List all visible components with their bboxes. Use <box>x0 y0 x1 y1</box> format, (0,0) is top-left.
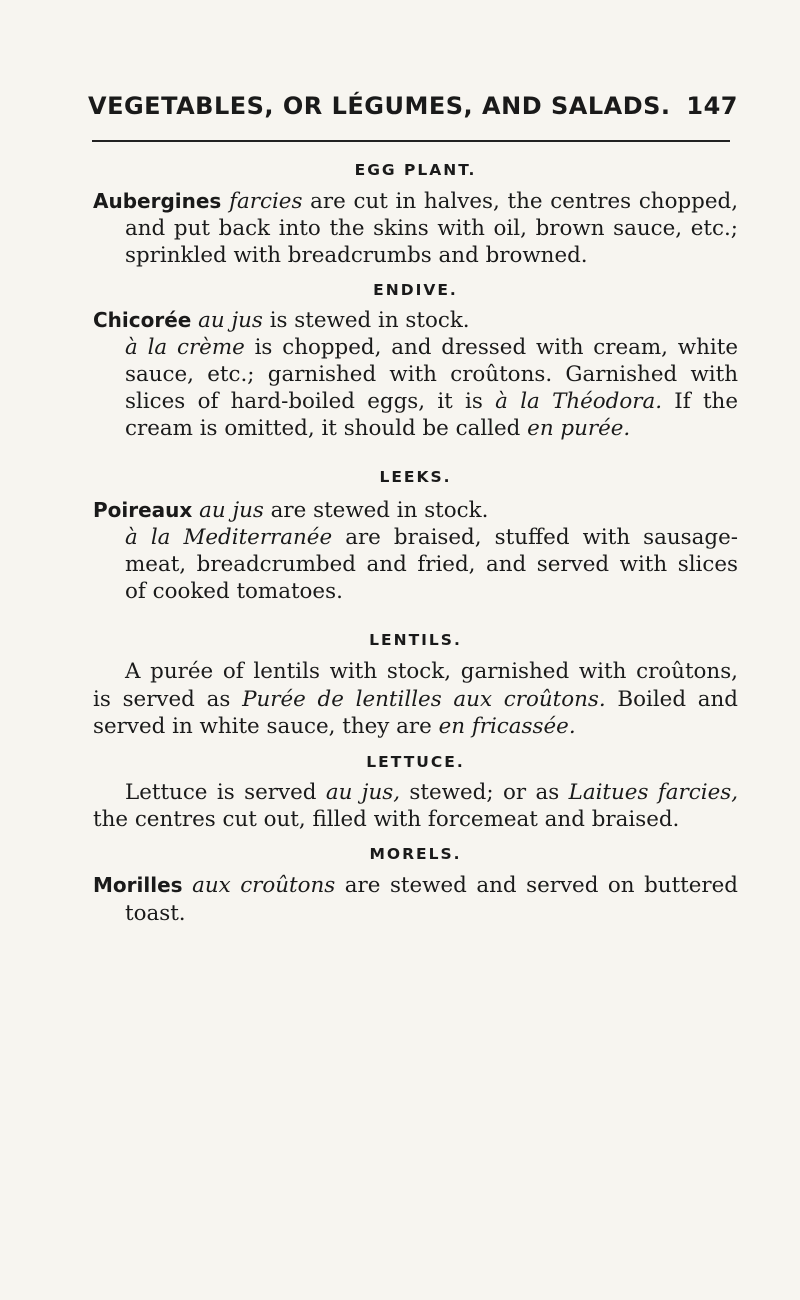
section-heading-leeks: LEEKS. <box>379 467 452 486</box>
text-cream-omitted: If the cream is omitted, it should be called <box>125 389 738 442</box>
page-number: 147 <box>686 92 738 120</box>
italic-a-la-theodora: à la Théodora. <box>495 389 663 415</box>
text-a-la-creme: is chopped, and dressed with cream, white sauce, etc.; garnished with croûtons. Garnished with slices of hard-boiled eggs, it is <box>125 334 738 415</box>
text-poireaux: are stewed in stock. <box>263 497 489 523</box>
section-heading-lentils: LENTILS. <box>369 631 462 650</box>
paragraph-chicoree <box>93 307 738 334</box>
section-heading-egg-plant: EGG PLANT. <box>354 161 477 179</box>
text-lettuce-2: stewed; or as <box>400 780 569 806</box>
section-heading-morels: MORELS. <box>369 845 462 864</box>
italic-aux-croutons: aux croûtons <box>192 873 336 899</box>
paragraph-poireaux <box>93 497 738 524</box>
italic-en-puree: en purée. <box>527 416 631 442</box>
term-morilles: Morilles <box>93 873 183 898</box>
paragraph-lettuce <box>93 779 738 833</box>
paragraph-mediterranee <box>93 524 738 606</box>
text-lettuce-1: Lettuce is served <box>125 780 326 806</box>
paragraph-aubergines <box>93 188 738 270</box>
running-head <box>88 92 738 120</box>
italic-farcies: farcies <box>229 189 303 214</box>
italic-au-jus: au jus, <box>325 780 400 806</box>
text-lettuce-3: the centres cut out, filled with forcemeat and braised. <box>93 807 680 833</box>
text-lentils-2: Boiled and served in white sauce, they are <box>93 686 739 739</box>
term-chicoree: Chicorée <box>93 307 192 332</box>
italic-en-fricassee: en fricassée. <box>438 713 576 739</box>
italic-au-jus: au jus <box>199 497 264 523</box>
term-poireaux: Poireaux <box>93 497 193 522</box>
term-aubergines: Aubergines <box>93 189 222 213</box>
paragraph-morilles <box>93 872 738 926</box>
text-lentils-1: A purée of lentils with stock, garnished with croûtons, is served as <box>93 659 738 712</box>
paragraph-lentils <box>93 658 738 740</box>
page-body <box>93 150 738 927</box>
paragraph-a-la-creme <box>93 334 738 443</box>
section-heading-endive: ENDIVE. <box>373 280 458 299</box>
section-heading-lettuce: LETTUCE. <box>366 753 465 772</box>
italic-puree-de-lentilles: Purée de lentilles aux croûtons. <box>242 686 606 712</box>
text-mediterranee: are braised, stuffed with sausage-meat, breadcrumbed and fried, and served with slices of cooked tomatoes. <box>125 524 738 605</box>
header-rule <box>92 140 730 142</box>
italic-au-jus: au jus <box>198 307 263 333</box>
italic-a-la-creme: à la crème <box>125 334 245 360</box>
italic-a-la-mediterranee: à la Mediterranée <box>125 524 333 550</box>
italic-laitues-farcies: Laitues farcies, <box>568 780 739 806</box>
running-head-title: VEGETABLES, OR LÉGUMES, AND SALADS. <box>88 92 671 120</box>
text-aubergines: are cut in halves, the centres chopped, and put back into the skins with oil, brown sauce, etc.; sprinkled with breadcrumbs and browned. <box>125 189 738 269</box>
text-chicoree: is stewed in stock. <box>262 307 470 333</box>
text-morilles: are stewed and served on buttered toast. <box>125 873 738 926</box>
